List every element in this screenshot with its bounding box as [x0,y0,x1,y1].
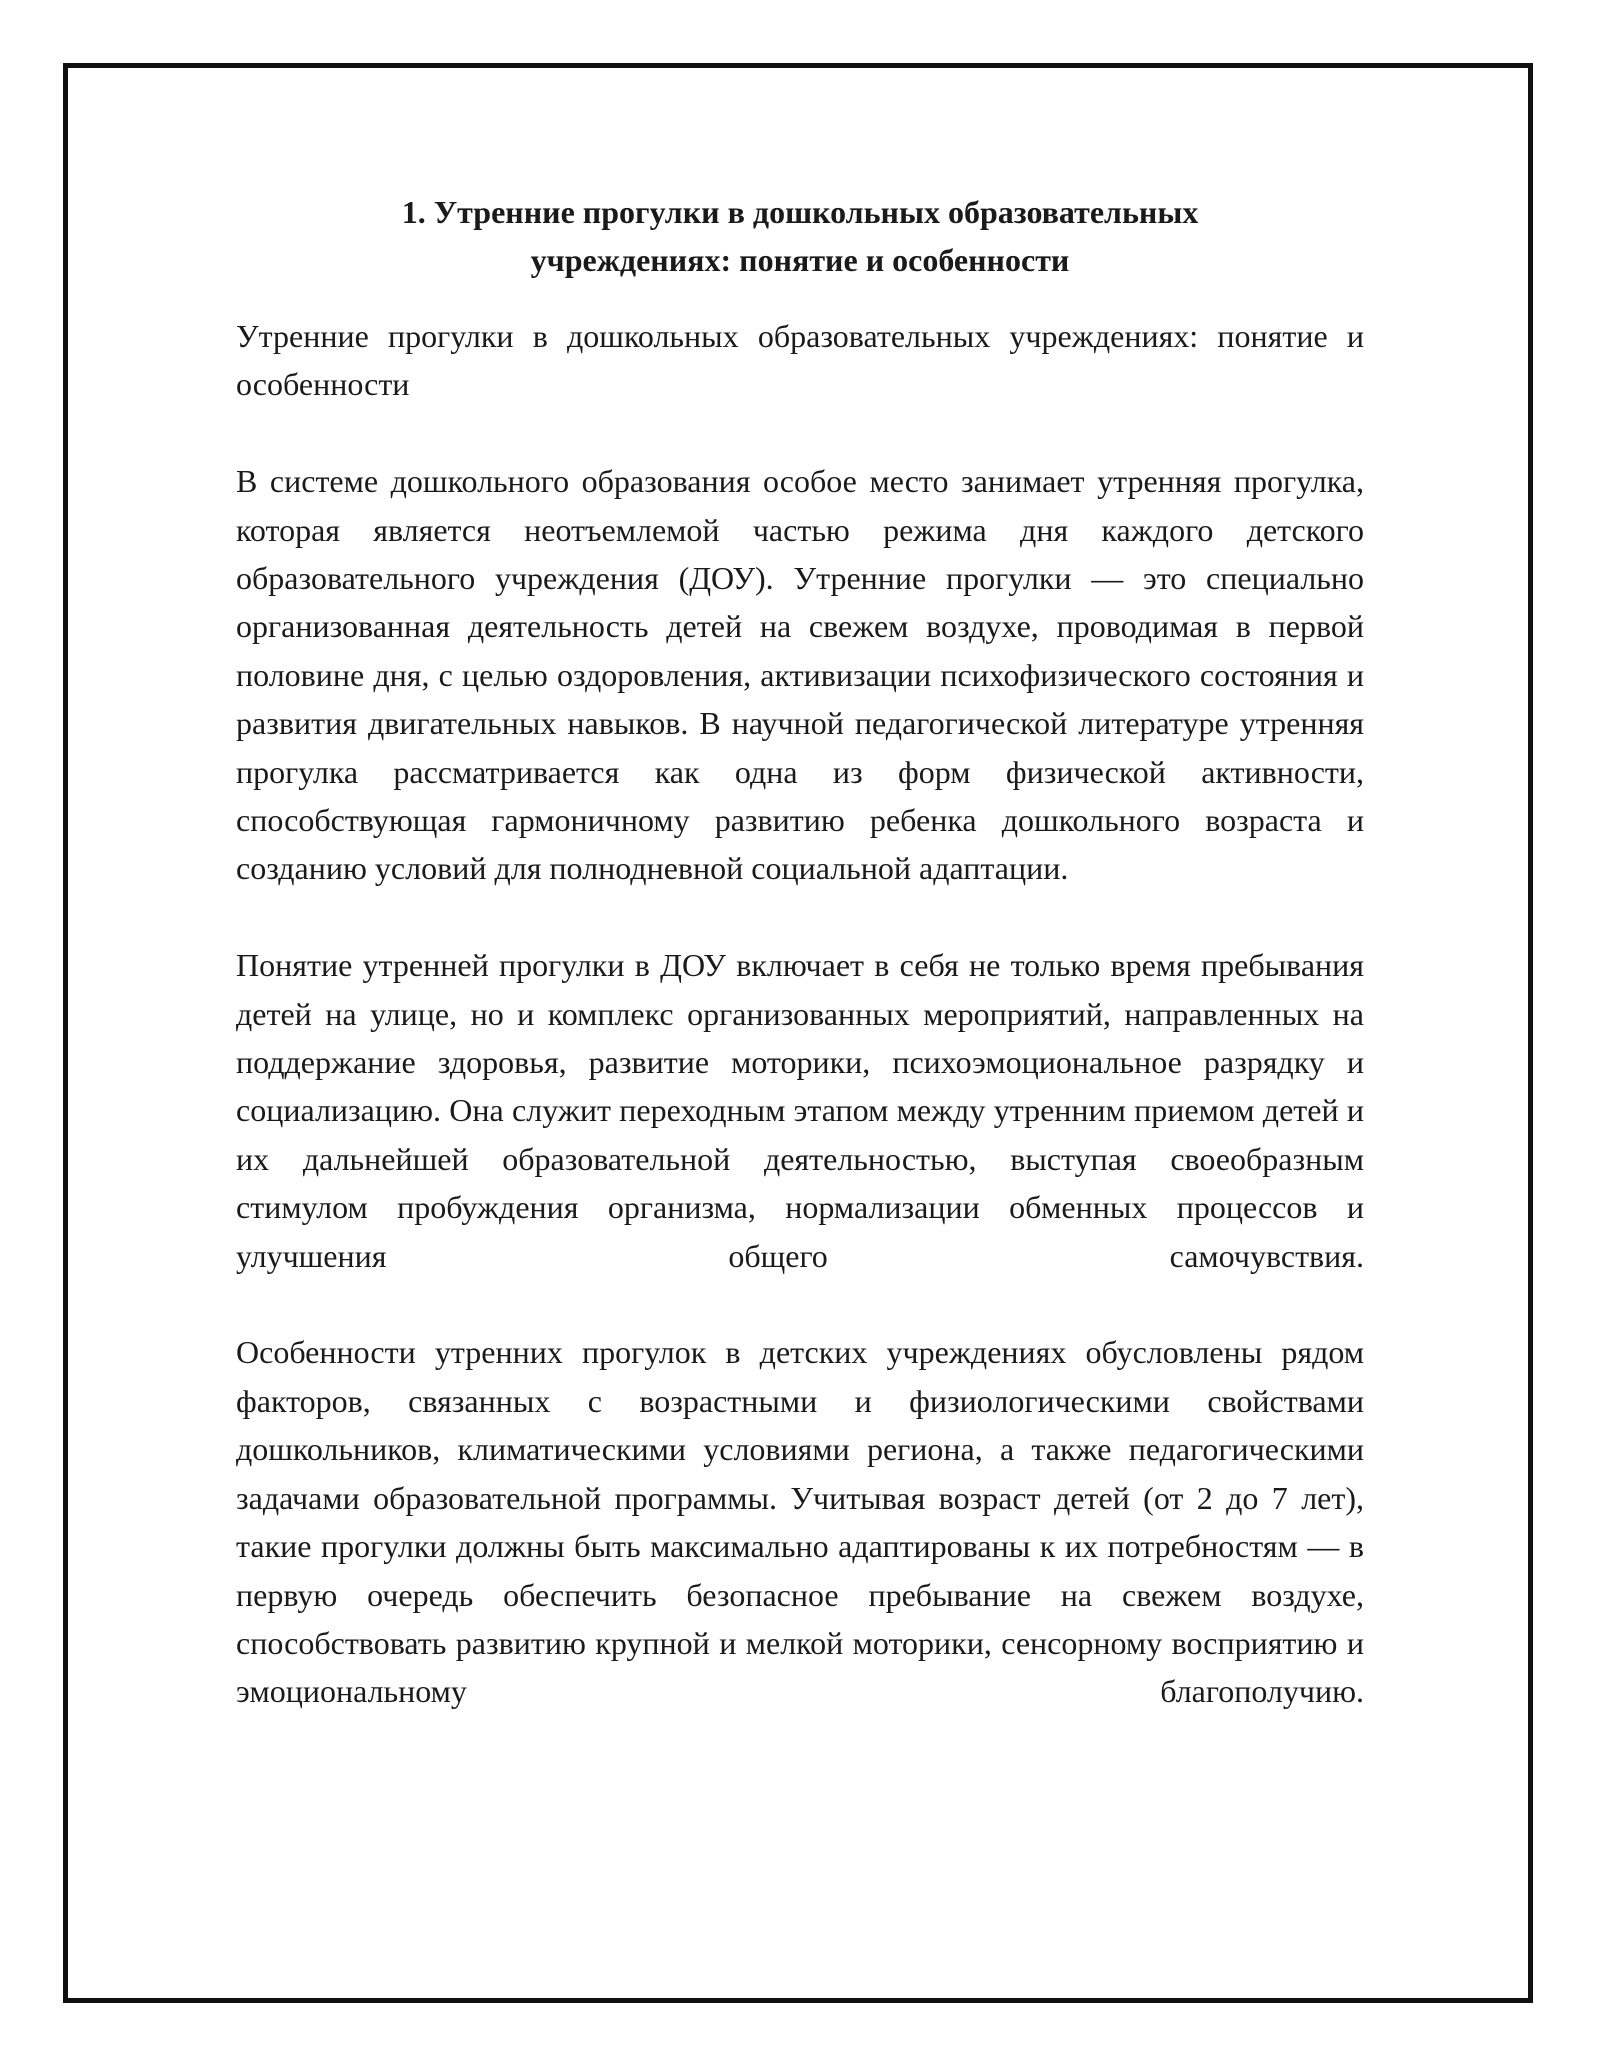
heading-line-1: 1. Утренние прогулки в дошкольных образовательных [401,194,1199,230]
paragraph-2: В системе дошкольного образования особое место занимает утренняя прогулка, которая является неотъемлемой частью режима дня каждого детского образовательного учреждения (ДОУ). Утренние прогулки — это специально организованная деятельность детей на свежем воздухе, проводимая в первой половине дня, с целью оздоровления, активизации психофизического состояния и развития двигательных навыков. В научной педагогической литературе утренняя прогулка рассматривается как одна из форм физической активности, способствующая гармоничному развитию ребенка дошкольного возраста и созданию условий для полнодневной социальной адаптации. [236,463,1364,887]
paragraph-3: Понятие утренней прогулки в ДОУ включает в себя не только время пребывания детей на улице, но и комплекс организованных мероприятий, направленных на поддержание здоровья, развитие моторики, психоэмоциональное разрядку и социализацию. Она служит переходным этапом между утренним приемом детей и их дальнейшей образовательной деятельностью, выступая своеобразным стимулом пробуждения организма, нормализации обменных процессов и улучшения общего самочувствия. [236,947,1364,1274]
document-body [236,188,1364,1764]
paragraph-1: Утренние прогулки в дошкольных образовательных учреждениях: понятие и особенности [236,318,1364,403]
paragraph-4: Особенности утренних прогулок в детских учреждениях обусловлены рядом факторов, связанных с возрастными и физиологическими свойствами дошкольников, климатическими условиями региона, а также педагогическими задачами образовательной программы. Учитывая возраст детей (от 2 до 7 лет), такие прогулки должны быть максимально адаптированы к их потребностям — в первую очередь обеспечить безопасное пребывание на свежем воздухе, способствовать развитию крупной и мелкой моторики, сенсорному восприятию и эмоциональному благополучию. [236,1334,1364,1710]
heading-line-2: учреждениях: понятие и особенности [530,242,1070,278]
section-heading [236,188,1364,284]
